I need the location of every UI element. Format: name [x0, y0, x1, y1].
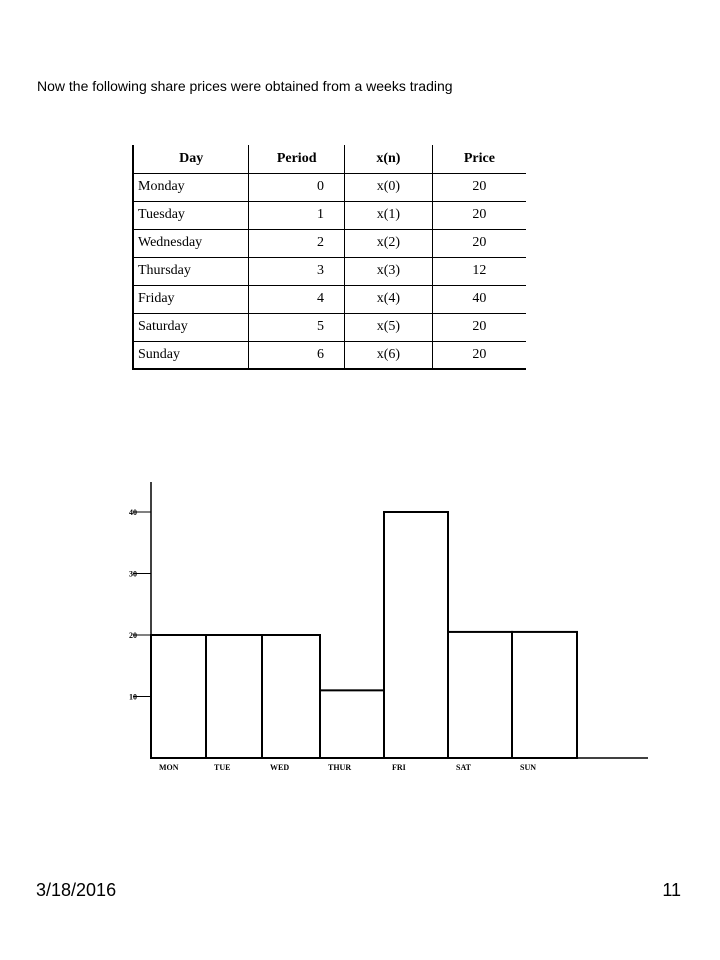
- header-period: Period: [249, 145, 345, 173]
- cell-day: Saturday: [133, 313, 249, 341]
- cell-period: 4: [249, 285, 345, 313]
- cell-day: Monday: [133, 173, 249, 201]
- cell-xn: x(5): [345, 313, 433, 341]
- cell-period: 2: [249, 229, 345, 257]
- cell-xn: x(0): [345, 173, 433, 201]
- cell-period: 1: [249, 201, 345, 229]
- x-tick-label: WED: [270, 763, 290, 772]
- y-tick-label: 20: [129, 631, 137, 640]
- bar-sun: [512, 632, 577, 758]
- cell-xn: x(4): [345, 285, 433, 313]
- cell-period: 3: [249, 257, 345, 285]
- cell-price: 12: [432, 257, 526, 285]
- cell-xn: x(2): [345, 229, 433, 257]
- cell-period: 6: [249, 341, 345, 369]
- y-tick-label: 40: [129, 508, 137, 517]
- cell-day: Tuesday: [133, 201, 249, 229]
- cell-day: Sunday: [133, 341, 249, 369]
- cell-price: 40: [432, 285, 526, 313]
- bar-thur: [320, 690, 384, 758]
- page-number: 11: [662, 880, 681, 900]
- bar-wed: [262, 635, 320, 758]
- header-price: Price: [432, 145, 526, 173]
- cell-period: 5: [249, 313, 345, 341]
- cell-day: Wednesday: [133, 229, 249, 257]
- footer-date: 3/18/2016: [36, 880, 117, 900]
- cell-day: Friday: [133, 285, 249, 313]
- y-tick-label: 10: [129, 692, 137, 702]
- bar-sat: [448, 632, 512, 758]
- x-tick-label: MON: [159, 763, 179, 772]
- x-tick-label: THUR: [328, 763, 352, 772]
- cell-price: 20: [432, 173, 526, 201]
- cell-xn: x(6): [345, 341, 433, 369]
- x-tick-label: SAT: [456, 763, 471, 772]
- header-day: Day: [133, 145, 249, 173]
- x-tick-label: SUN: [520, 763, 537, 772]
- cell-price: 20: [432, 341, 526, 369]
- cell-price: 20: [432, 229, 526, 257]
- bar-tue: [206, 635, 262, 758]
- x-tick-label: FRI: [392, 763, 406, 772]
- cell-xn: x(1): [345, 201, 433, 229]
- cell-period: 0: [249, 173, 345, 201]
- bar-mon: [151, 635, 206, 758]
- cell-price: 20: [432, 201, 526, 229]
- intro-text: Now the following share prices were obtained from a weeks trading: [37, 78, 453, 94]
- cell-xn: x(3): [345, 257, 433, 285]
- x-tick-label: TUE: [214, 763, 231, 772]
- cell-price: 20: [432, 313, 526, 341]
- header-xn: x(n): [345, 145, 433, 173]
- cell-day: Thursday: [133, 257, 249, 285]
- y-tick-label: 30: [129, 569, 137, 579]
- bar-fri: [384, 512, 448, 758]
